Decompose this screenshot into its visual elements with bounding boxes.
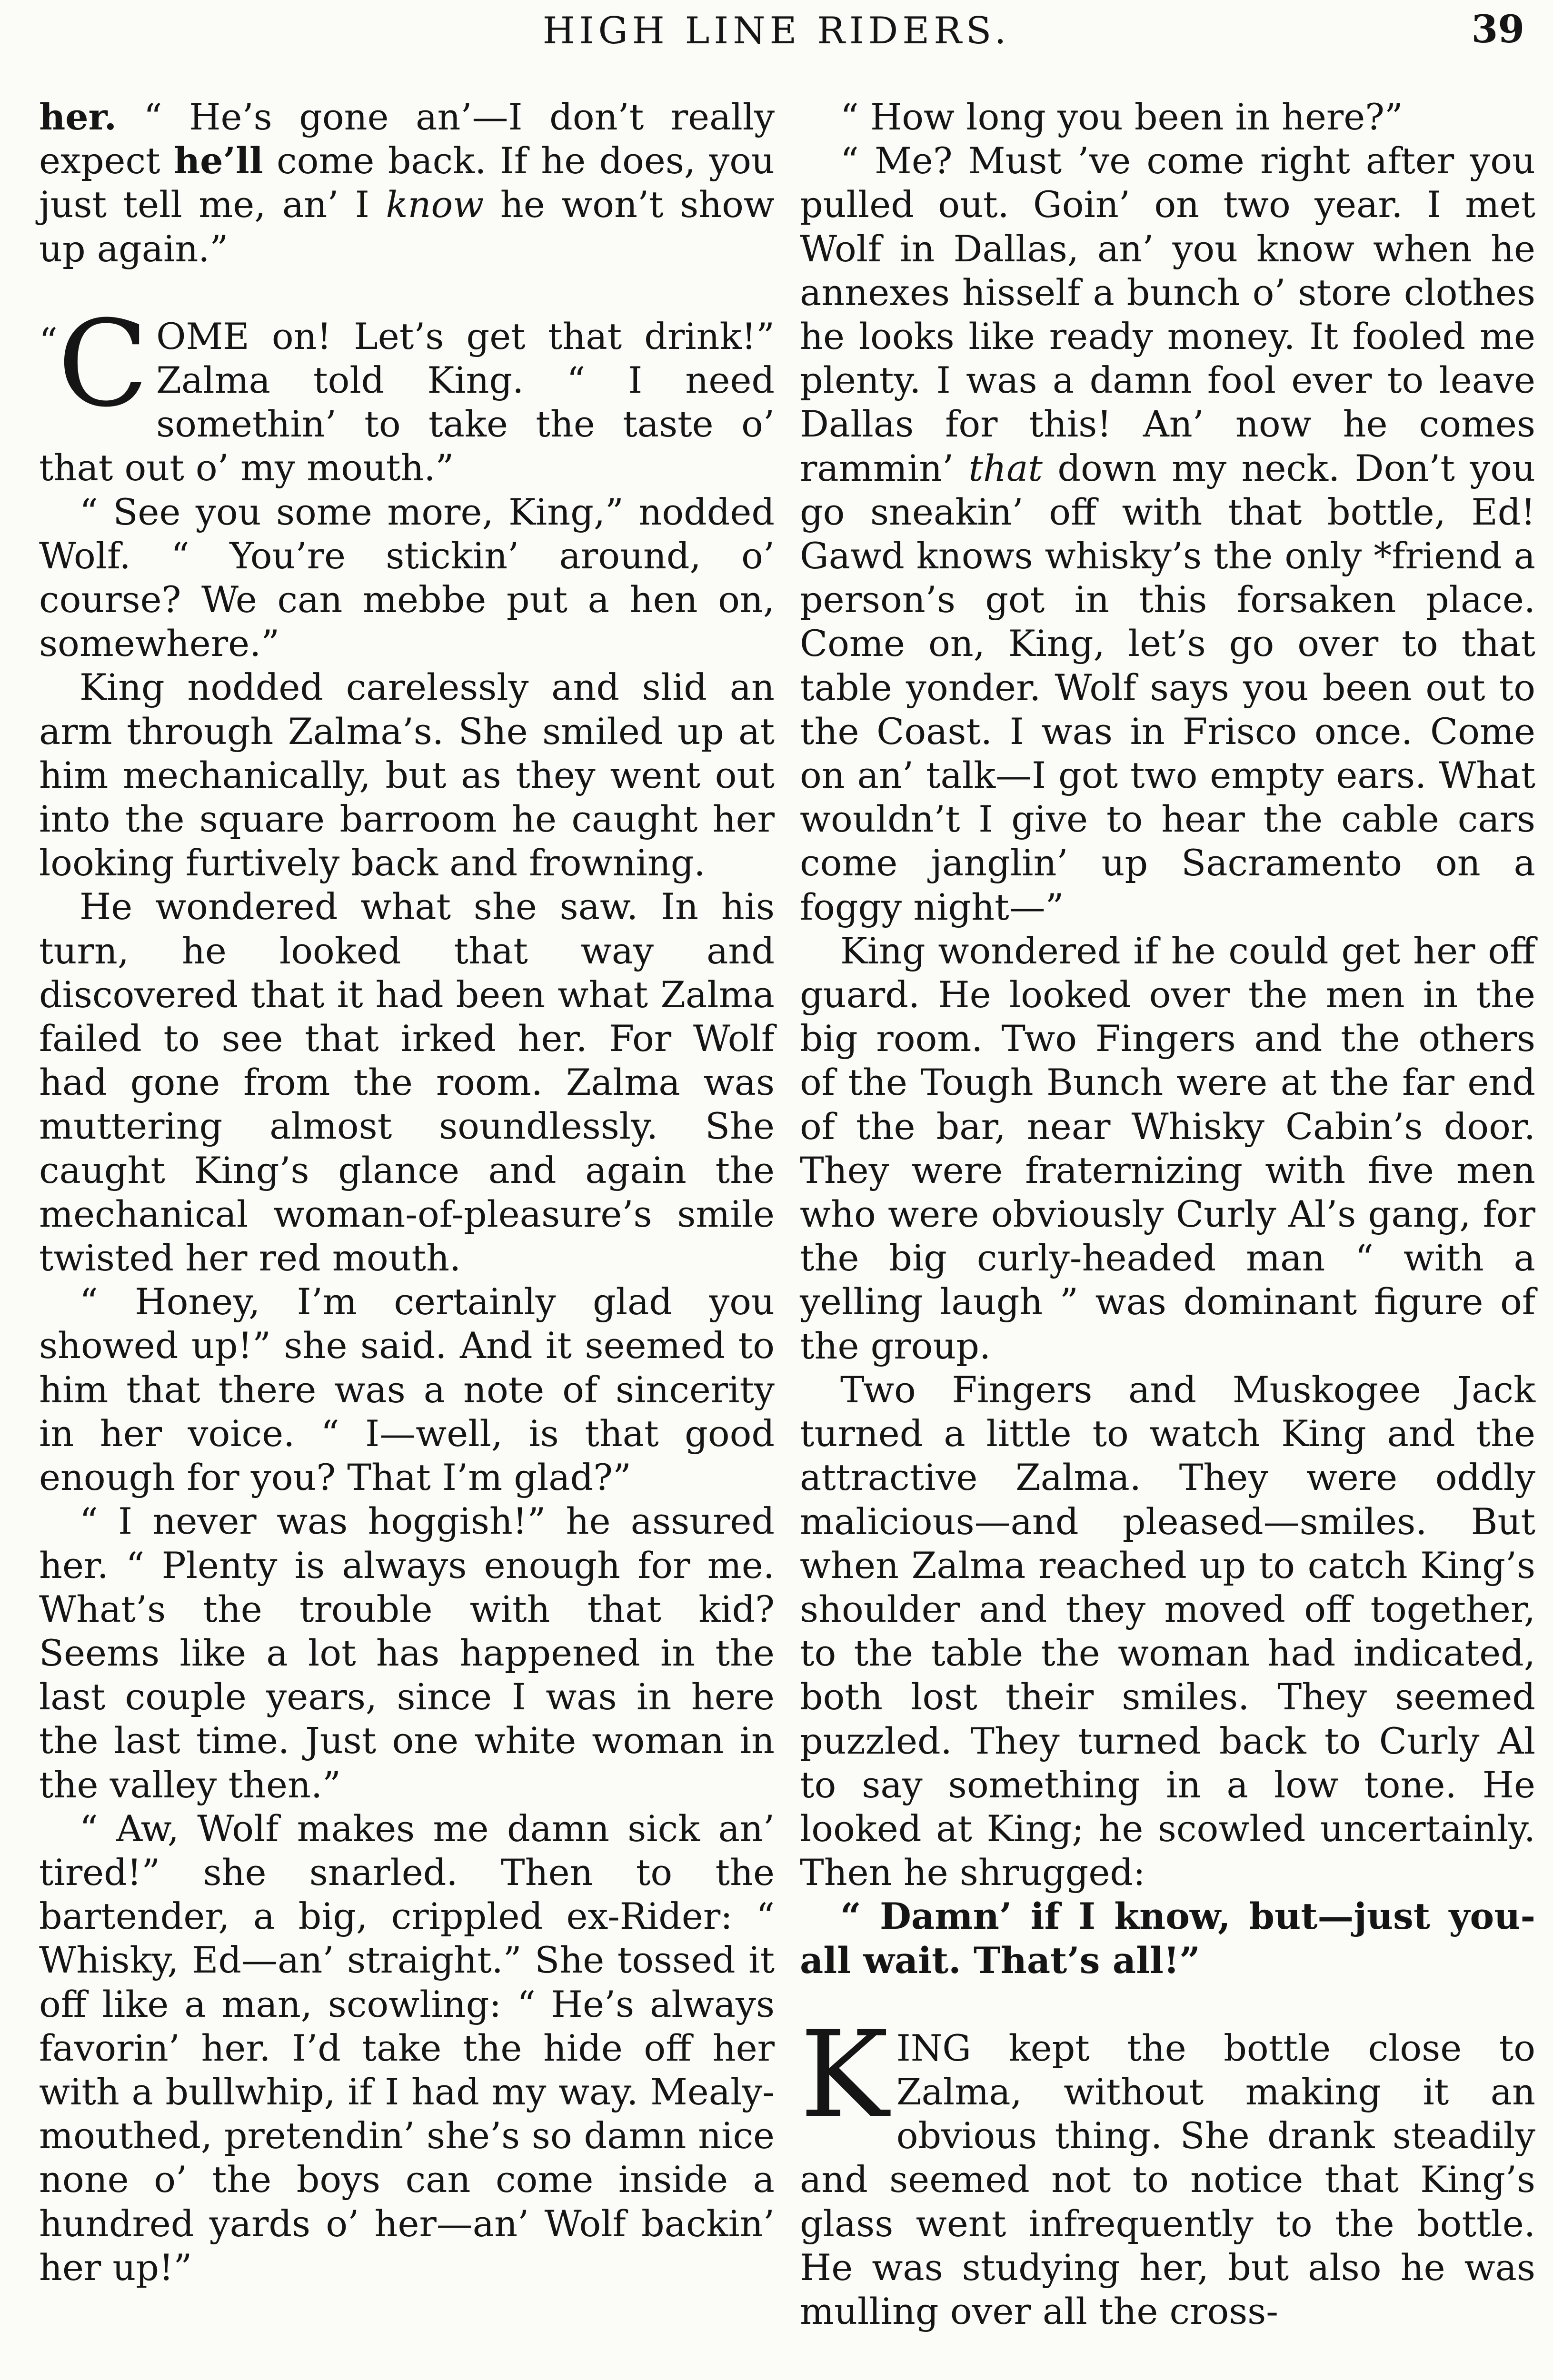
text-run: “ Me? Must ’ve come right after you pulled out. Goin’ on two year. I met Wolf in Dallas, an’ you know when he annexes hisself a bunch o’ store clothes he looks like ready money. It fooled me plenty. I was a damn fool ever to leave Dallas for this! An’ now he comes rammin’ bbox=[800, 139, 1535, 489]
paragraph: King nodded carelessly and slid an arm through Zalma’s. She smiled up at him mechanically, but as they went out into the square barroom he caught her looking furtively back and frowning. bbox=[39, 666, 775, 884]
drop-cap bbox=[39, 294, 149, 433]
text-run: ING kept the bottle close to Zalma, without making it an obvious thing. She drank steadily and seemed not to notice that King’s glass went infrequently to the bottle. He was studying her, but also he was mulling over all the cross- bbox=[800, 2026, 1535, 2332]
emphasis-text: know bbox=[386, 183, 484, 226]
paragraph bbox=[800, 139, 1535, 929]
text-run: down my neck. Don’t you go sneakin’ off with that bottle, Ed! Gawd knows whisky’s the only *friend a person’s got in this forsaken place. Come on, King, let’s go over to that table yonder. Wolf says you been out to the Coast. I was in Frisco once. Come on an’ talk—I got two empty ears. What wouldn’t I give to hear the cable cars come janglin’ up Sacramento on a foggy night—” bbox=[800, 446, 1536, 928]
drop-cap-letter: K bbox=[800, 2005, 889, 2144]
running-title: HIGH LINE RIDERS. bbox=[542, 10, 1011, 52]
text-run: come back. If he does, you just tell me, an’ I bbox=[39, 139, 775, 226]
paragraph: “ How long you been in here?” bbox=[840, 96, 1403, 138]
left-column bbox=[39, 95, 775, 2380]
page-header bbox=[0, 0, 1553, 71]
paragraph: Two Fingers and Muskogee Jack turned a little to watch King and the attractive Zalma. They were oddly malicious—and pleased—smiles. But when Zalma reached up to catch King’s shoulder and they moved off together, to the table the woman had indicated, both lost their smiles. They seemed puzzled. They turned back to Curly Al to say something in a low tone. He looked at King; he scowled uncertainly. Then he shrugged: bbox=[800, 1368, 1535, 1894]
text-run: he’ll bbox=[173, 139, 263, 182]
paragraph: “ I never was hoggish!” he assured her. “ Plenty is always enough for me. What’s the trouble with that kid? Seems like a lot has happened in the last couple years, since I was in here the last time. Just one white woman in the valley then.” bbox=[39, 1500, 775, 1806]
paragraph: King wondered if he could get her off guard. He looked over the men in the big room. Two Fingers and the others of the Tough Bunch were at the far end of the bar, near Whisky Cabin’s door. They were fraternizing with five men who were obviously Curly Al’s gang, for the big curly-headed man “ with a yelling laugh ” was dominant figure of the group. bbox=[800, 929, 1535, 1367]
text-run: her. bbox=[39, 96, 117, 138]
paragraph-drop-cap bbox=[800, 2005, 1535, 2333]
paragraph: “ Damn’ if I know, but—just you-all wait. That’s all!” bbox=[800, 1895, 1535, 1982]
paragraph bbox=[39, 95, 775, 271]
page-number: 39 bbox=[1471, 7, 1524, 51]
paragraph: “ See you some more, King,” nodded Wolf. “ You’re stickin’ around, o’ course? We can mebbe put a hen on, somewhere.” bbox=[39, 490, 775, 665]
paragraph: He wondered what she saw. In his turn, he looked that way and discovered that it had been what Zalma failed to see that irked her. For Wolf had gone from the room. Zalma was muttering almost soundlessly. She caught King’s glance and again the mechanical woman-of-pleasure’s smile twisted her red mouth. bbox=[39, 885, 775, 1279]
paragraph-drop-cap bbox=[39, 294, 775, 490]
text-run: OME on! Let’s get that drink!” Zalma told King. “ I need somethin’ to take the taste o’ that out o’ my mouth.” bbox=[39, 315, 775, 489]
open-quote: “ bbox=[39, 319, 58, 362]
right-column bbox=[800, 95, 1535, 2380]
text-run: he won’t show up again.” bbox=[39, 183, 775, 270]
text-run: “ He’s gone an’—I don’t really expect bbox=[39, 96, 775, 182]
paragraph: “ Aw, Wolf makes me damn sick an’ tired!” she snarled. Then to the bartender, a big, crippled ex-Rider: “ Whisky, Ed—an’ straight.” She tossed it off like a man, scowling: “ He’s always favorin’ her. I’d take the hide off her with a bullwhip, if I had my way. Mealy-mouthed, pretendin’ she’s so damn nice none o’ the boys can come inside a hundred yards o’ her—an’ Wolf backin’ her up!” bbox=[39, 1807, 775, 2289]
drop-cap-letter: C bbox=[57, 294, 149, 433]
paragraph: “ Honey, I’m certainly glad you showed up!” she said. And it seemed to him that there was a note of sincerity in her voice. “ I—well, is that good enough for you? That I’m glad?” bbox=[39, 1280, 775, 1499]
emphasis-text: that bbox=[968, 446, 1043, 489]
